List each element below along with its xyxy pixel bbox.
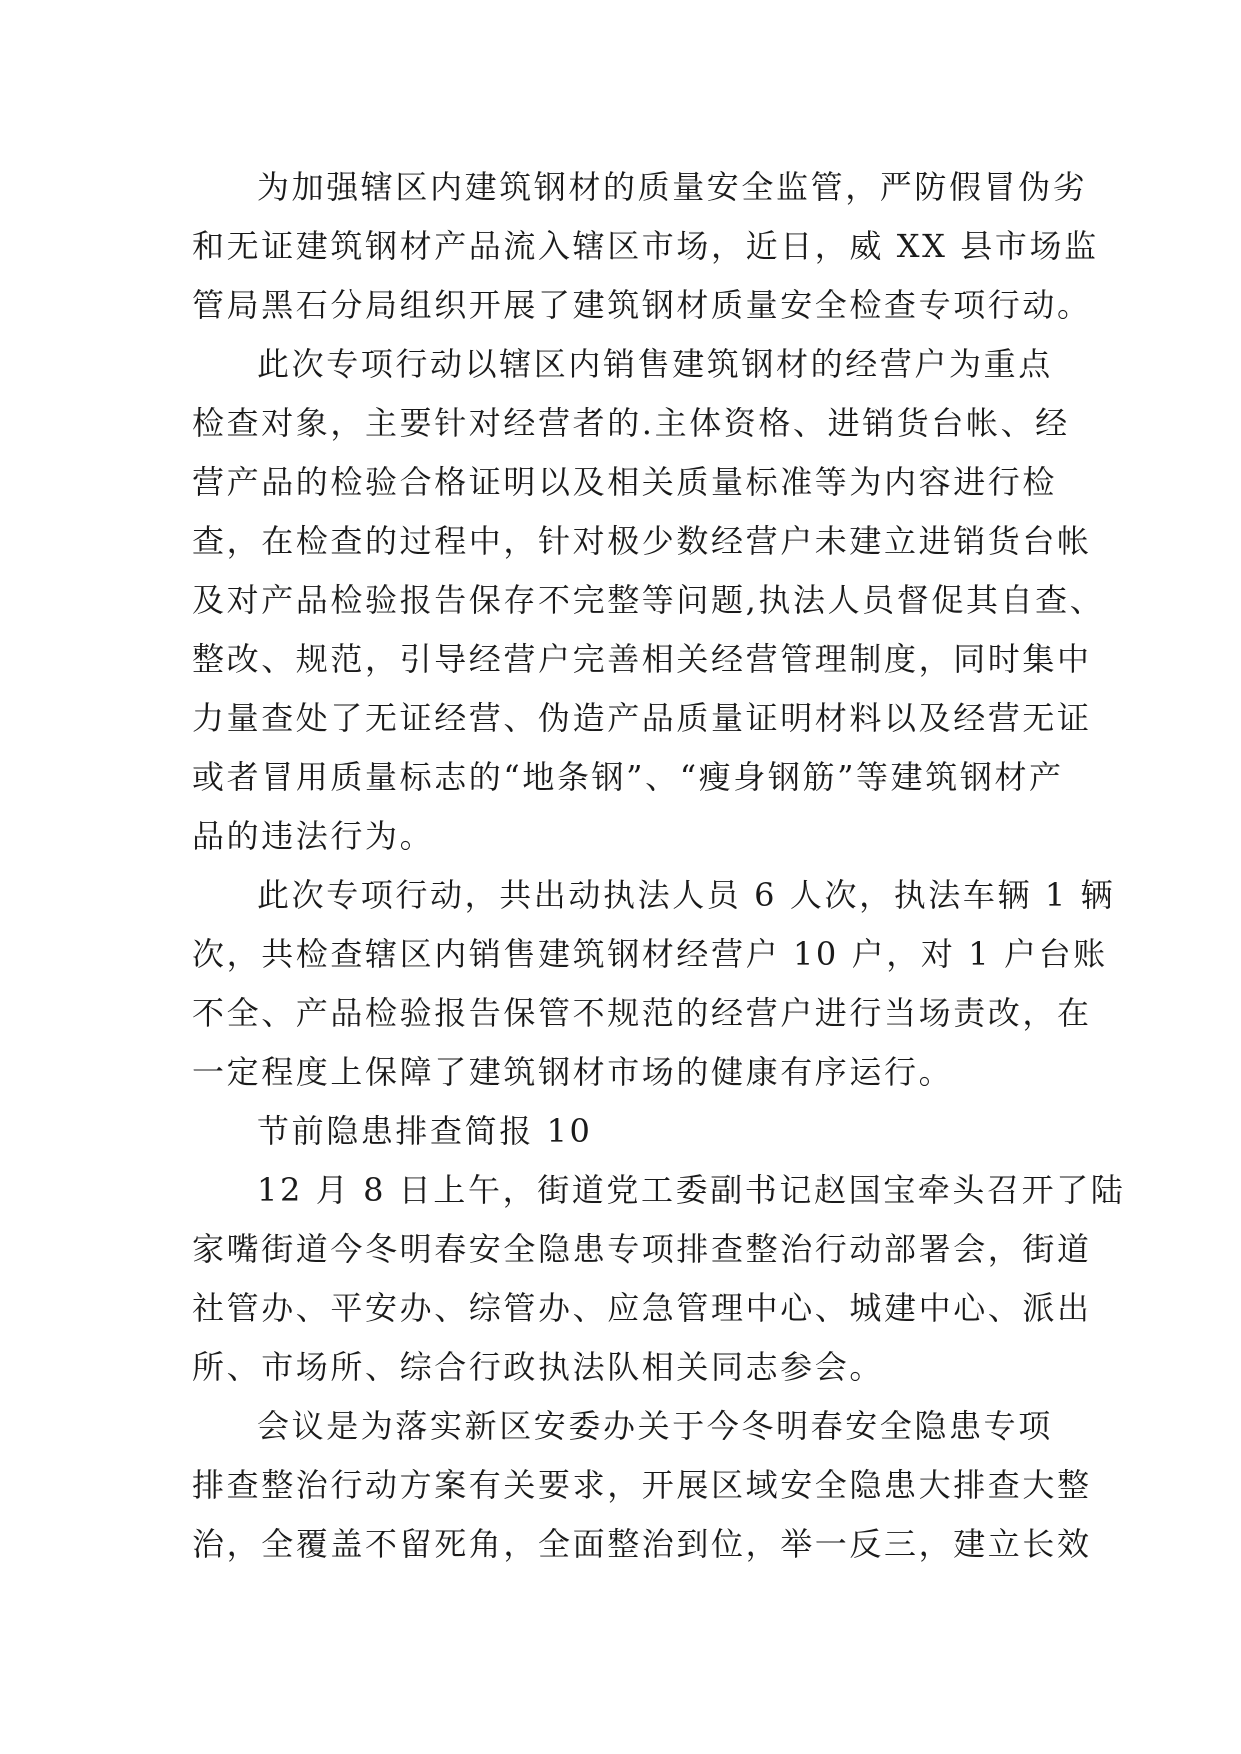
paragraph-4-line-4: 所、市场所、综合行政执法队相关同志参会。 [192, 1348, 885, 1386]
paragraph-2-line-7: 力量查处了无证经营、伪造产品质量证明材料以及经营无证 [192, 699, 1092, 737]
paragraph-3-line-2: 次，共检查辖区内销售建筑钢材经营户 10 户，对 1 户台账 [192, 935, 1108, 973]
paragraph-1-line-3: 管局黑石分局组织开展了建筑钢材质量安全检查专项行动。 [192, 286, 1092, 324]
paragraph-4-line-1: 12 月 8 日上午，街道党工委副书记赵国宝牵头召开了陆 [257, 1171, 1126, 1209]
paragraph-5-line-3: 治，全覆盖不留死角，全面整治到位，举一反三，建立长效 [192, 1525, 1092, 1563]
paragraph-2-line-1: 此次专项行动以辖区内销售建筑钢材的经营户为重点 [257, 345, 1053, 383]
document-body [192, 158, 1126, 1574]
section-heading: 节前隐患排查简报 10 [257, 1112, 593, 1150]
paragraph-4-line-2: 家嘴街道今冬明春安全隐患专项排查整治行动部署会，街道 [192, 1230, 1092, 1268]
paragraph-5-line-1: 会议是为落实新区安委办关于今冬明春安全隐患专项 [257, 1407, 1053, 1445]
paragraph-5-line-2: 排查整治行动方案有关要求，开展区域安全隐患大排查大整 [192, 1466, 1092, 1504]
paragraph-2-line-8: 或者冒用质量标志的“地条钢”、“瘦身钢筋”等建筑钢材产 [192, 758, 1064, 796]
paragraph-1-line-1: 为加强辖区内建筑钢材的质量安全监管，严防假冒伪劣 [257, 168, 1088, 206]
paragraph-3-line-3: 不全、产品检验报告保管不规范的经营户进行当场责改，在 [192, 994, 1092, 1032]
paragraph-3-line-4: 一定程度上保障了建筑钢材市场的健康有序运行。 [192, 1053, 954, 1091]
paragraph-2-line-4: 查，在检查的过程中，针对极少数经营户未建立进销货台帐 [192, 522, 1092, 560]
paragraph-2-line-6: 整改、规范，引导经营户完善相关经营管理制度，同时集中 [192, 640, 1092, 678]
paragraph-2-line-2: 检查对象，主要针对经营者的.主体资格、进销货台帐、经 [192, 404, 1070, 442]
paragraph-2-line-5: 及对产品检验报告保存不完整等问题,执法人员督促其自查、 [192, 581, 1105, 619]
paragraph-2-line-3: 营产品的检验合格证明以及相关质量标准等为内容进行检 [192, 463, 1058, 501]
paragraph-3-line-1: 此次专项行动，共出动执法人员 6 人次，执法车辆 1 辆 [257, 876, 1116, 914]
paragraph-2-line-9: 品的违法行为。 [192, 817, 435, 855]
paragraph-1-line-2: 和无证建筑钢材产品流入辖区市场，近日，威 XX 县市场监 [192, 227, 1099, 265]
paragraph-4-line-3: 社管办、平安办、综管办、应急管理中心、城建中心、派出 [192, 1289, 1092, 1327]
